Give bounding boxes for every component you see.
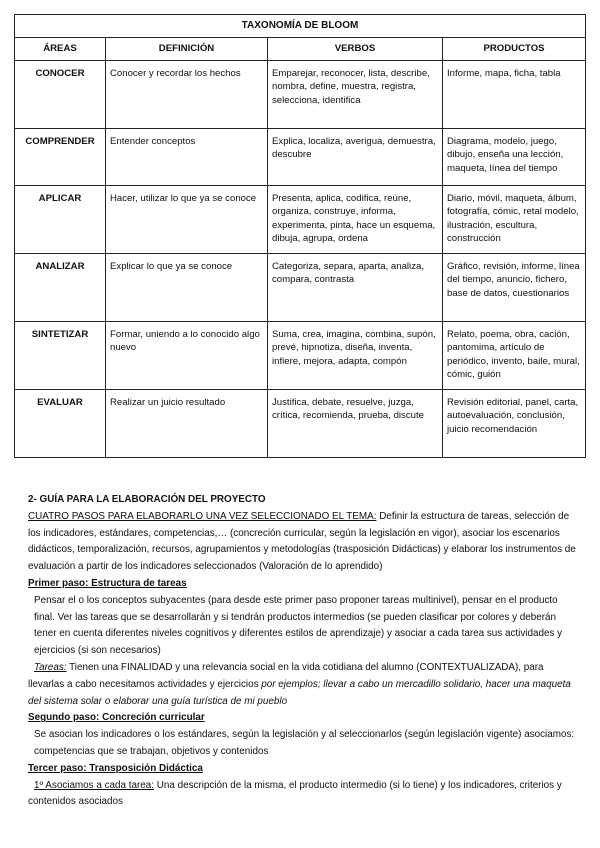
definicion-cell: Explicar lo que ya se conoce [106,253,268,321]
table-row [15,185,586,253]
header-verbos: VERBOS [268,38,443,60]
table-row [15,253,586,321]
step3-sub-text: Una descripción de la misma, el producto intermedio (si lo tiene) y los indicadores, criterios y contenidos asociados [28,779,562,808]
definicion-cell: Realizar un juicio resultado [106,389,268,457]
bloom-taxonomy-table [14,14,586,458]
step3-title: Tercer paso: Transposición Didáctica [28,762,203,774]
intro-label: CUATRO PASOS PARA ELABORARLO UNA VEZ SELECCIONADO EL TEMA: [28,510,377,522]
tareas-label: Tareas: [34,661,67,673]
productos-cell: Informe, mapa, ficha, tabla [443,60,586,128]
tareas-example: por ejemplos; llevar a cabo un mercadillo solidario, hacer una maqueta del sistema solar o elaborar una guía turística de mi pueblo [28,678,571,707]
step1-text: Pensar el o los conceptos subyacentes (para desde este primer paso proponer tareas multinivel), pensar en el producto final. Ver las tareas que se desarrollarán y si tendrán productos intermedios (se pueden clasificar por colores y deberán tener en cuenta diferentes niveles cognitivos y diferentes estilos de aprendizaje) y asociar a cada tarea sus actividades y ejercicios (si son necesarios) [34,594,563,657]
productos-cell: Relato, poema, obra, cación, pantomima, artículo de periódico, invento, baile, mural, cómic, guión [443,321,586,389]
step2-title: Segundo paso: Concreción curricular [28,712,205,724]
header-areas: ÁREAS [15,38,106,60]
section-heading: 2- GUÍA PARA LA ELABORACIÓN DEL PROYECTO [28,494,266,505]
verbos-cell: Suma, crea, imagina, combina, supón, prevé, hipnotiza, diseña, inventa, infiere, mejora, adapta, compón [268,321,443,389]
table-row [15,389,586,457]
tareas-paragraph [28,660,576,710]
area-cell: SINTETIZAR [15,321,106,389]
definicion-cell: Entender conceptos [106,128,268,185]
header-productos: PRODUCTOS [443,38,586,60]
area-cell: CONOCER [15,60,106,128]
table-row [15,128,586,185]
verbos-cell: Explica, localiza, averigua, demuestra, descubre [268,128,443,185]
definicion-cell: Formar, uniendo a lo conocido algo nuevo [106,321,268,389]
definicion-cell: Conocer y recordar los hechos [106,60,268,128]
table-row [15,321,586,389]
step1-title: Primer paso: Estructura de tareas [28,577,187,589]
verbos-cell: Categoriza, separa, aparta, analiza, compara, contrasta [268,253,443,321]
area-cell: COMPRENDER [15,128,106,185]
area-cell: EVALUAR [15,389,106,457]
table-row [15,60,586,128]
table-title: TAXONOMÍA DE BLOOM [15,15,586,38]
productos-cell: Revisión editorial, panel, carta, autoevaluación, conclusión, juicio recomendación [443,389,586,457]
productos-cell: Diario, móvil, maqueta, álbum, fotografía, cómic, retal modelo, ilustración, escultura, construcción [443,185,586,253]
verbos-cell: Justifica, debate, resuelve, juzga, crítica, recomienda, prueba, discute [268,389,443,457]
verbos-cell: Presenta, aplica, codifica, reúne, organiza, construye, informa, experimenta, pinta, hace un esquema, dibuja, agrupa, ordena [268,185,443,253]
productos-cell: Gráfico, revisión, informe, línea del tiempo, anuncio, fichero, base de datos, cuestionarios [443,253,586,321]
productos-cell: Diagrama, modelo, juego, dibujo, enseña una lección, maqueta, línea del tiempo [443,128,586,185]
verbos-cell: Emparejar, reconocer, lista, describe, nombra, define, muestra, registra, selecciona, identifica [268,60,443,128]
intro-paragraph [28,509,576,576]
step2-text: Se asocian los indicadores o los estándares, según la legislación y al seleccionarlos (según legislación vigente) asociamos: competencias que se trabajan, objetivos y contenidos [34,729,575,757]
tareas-text: Tienen una FINALIDAD y una relevancia social en la vida cotidiana del alumno (CONTEXTUALIZADA), para llevarlas a cabo necesitamos actividades y ejercicios [28,661,544,690]
area-cell: APLICAR [15,185,106,253]
header-definicion: DEFINICIÓN [106,38,268,60]
step3-sub-paragraph [28,778,576,812]
project-guide-section [28,492,576,811]
area-cell: ANALIZAR [15,253,106,321]
step3-sub-label: 1º Asociamos a cada tarea: [34,779,154,791]
intro-text: Definir la estructura de tareas, selección de los indicadores, estándares, competencias,… (concreción curricular, según la legislación en vigor), asociar los escenarios didácticos, temporalización, recursos, agrupamientos y metodologías (trasposición Didácticas) y elaborar los instrumentos de evaluación a partir de los indicadores seleccionados (Valoración de lo aprendido) [28,510,576,573]
definicion-cell: Hacer, utilizar lo que ya se conoce [106,185,268,253]
